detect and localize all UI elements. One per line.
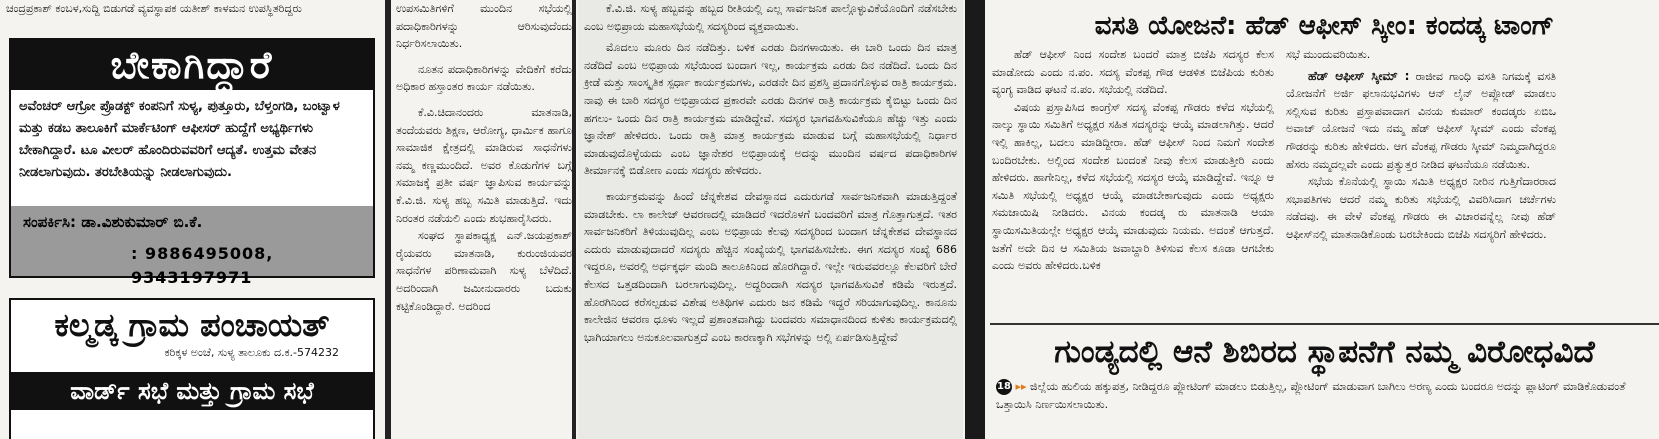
paragraph: ಕೆ.ವಿ.ಜಿ. ಸುಳ್ಯ ಹಬ್ಬವನ್ನು ಹಬ್ಬದ ರೀತಿಯಲ್ಲಿ ಎಲ್ಲ ಸಾರ್ವಜನಿಕ ಪಾಲ್ಗೊಳ್ಳುವಿಕೆಯೊಂದಿಗೆ ನಡೆಸಬೇಕು ಎಂಬ ಅಭಿಪ್ರಾಯ ಮಹಾಸಭೆಯಲ್ಲಿ ಸದಸ್ಯರಿಂದ ವ್ಯಕ್ತವಾಯಿತು. [584,2,957,33]
contact-phones: : 9886495008, 9343197971 [131,244,274,287]
paragraph: ಮೊದಲು ಮೂರು ದಿನ ನಡೆದಿತ್ತು. ಬಳಿಕ ಎರಡು ದಿನಗಳಾಯಿತು. ಈ ಬಾರಿ ಒಂದು ದಿನ ಮಾತ್ರ ನಡೆದಿದೆ ಎಂಬ ಅಭಿಪ್ರಾಯ ಸಭೆಯಿಂದ ಬಂದಾಗ ಇಲ್ಲ, ಕಾರ್ಯಕ್ರಮ ಎರಡು ದಿನ ನಡೆದಿದೆ. ಒಂದು ದಿನ ಕ್ರೀಡೆ ಮತ್ತು ಸಾಂಸ್ಕೃತಿಕ ಸ್ಪರ್ಧಾ ಕಾರ್ಯಕ್ರಮಗಳು, ಎರಡನೇ ದಿನ ಪ್ರಶಸ್ತಿ ಪ್ರದಾನಗೊಳ್ಳುವ ರಾತ್ರಿ ಕಾರ್ಯಕ್ರಮ. ನಾವು ಈ ಬಾರಿ ಸದಸ್ಯರ ಅಭಿಪ್ರಾಯದ ಪ್ರಕಾರವೇ ಎರಡು ದಿನಗಳ ರಾತ್ರಿ ಕಾರ್ಯಕ್ರಮ ಕೈಬಿಟ್ಟು ಒಂದು ದಿನ ಹಗಲು- ಒಂದು ದಿನ ರಾತ್ರಿ ಕಾರ್ಯಕ್ರಮ ಮಾಡಿದ್ದೇವೆ. ಸದಸ್ಯರ ಭಾಗವಹಿಸುವಿಕೆಯೂ ಹೆಚ್ಚು ಇತ್ತು ಎಂದು ಜ್ಞಾನೇಶ್ ಹೇಳಿದರು. ಒಂದು ರಾತ್ರಿ ಮಾತ್ರ ಕಾರ್ಯಕ್ರಮ ಮಾಡುವ ಬಗ್ಗೆ ಮಹಾಸಭೆಯಲ್ಲಿ ನಿರ್ಧಾರ ಮಾಡುವುದೊಳ್ಳೆಯದು ಎಂಬ ಜ್ಞಾನೇಶರ ಅಭಿಪ್ರಾಯಕ್ಕೆ ಅದನ್ನು ಮುಂದಿನ ವರ್ಷದ ಪದಾಧಿಕಾರಿಗಳ ತೀರ್ಮಾನಕ್ಕೆ ಬಿಡೋಣ ಎಂದು ಸದಸ್ಯರು ಹೇಳಿದರು. [584,41,957,178]
arrow-icon: ▸▸ [1015,380,1027,393]
intro-text: ಜಿಲ್ಲೆಯ ಹುಲಿಯ ಹಕ್ಕುಪತ್ರ, ನೀಡಿದ್ದರೂ ಪ್ಲೋಟಿಂಗ್ ಮಾಡಲು ಬಿಡುತ್ತಿಲ್ಲ, ಪ್ಲೋಟಿಂಗ್ ಮಾಡುವಾಗ ಬಾಗಿಲು ಅರಣ್ಯ ಎಂದು ಬಂದರೂ ಅದನ್ನು ಪ್ಲಾಟಿಂಗ್ ಮಾಡಿಕೊಡುವಂತೆ ಒತ್ತಾಯಿಸಿ ನಿರ್ಣಯಿಸಲಾಯಿತು. [996,380,1626,411]
panchayat-notice [9,298,375,439]
wanted-ad [9,38,375,287]
headline-elephant-camp: ಗುಂಡ್ಯದಲ್ಲಿ ಆನೆ ಶಿಬಿರದ ಸ್ಥಾಪನೆಗೆ ನಮ್ಮ ವಿರೋಧವಿದೆ [1054,334,1595,370]
paragraph-text: ರಾಜೀವ ಗಾಂಧಿ ವಸತಿ ನಿಗಮಕ್ಕೆ ವಸತಿ ಯೋಜನೆಗೆ ಅರ್ಜಿ ಫಲಾನುಭವಿಗಳು ಆನ್ ಲೈನ್ ಅಪ್ಲೋಡ್ ಮಾಡಲು ಸಲ್ಲಿಸುವ ಕುರಿತು ಪ್ರಸ್ತಾಪವಾದಾಗ ವಿನಯ ಕುಮಾರ್ ಕಂದಡ್ಕರು ಏಬಿಒ ಅವಾಜ್ ಯೋಜನೆ ಇದು ನಮ್ಮ ಹೆಡ್ ಆಫೀಸ್ ಸ್ಕೀಮ್ ಎಂದು ವೆಂಕಪ್ಪ ಗೌಡರನ್ನು ಕುರಿತು ಹೇಳಿದರು. ಆಗ ವೆಂಕಪ್ಪ ಗೌಡರು ಸ್ಕೀಮ್ ನಿಮ್ಮದಾಗಿದ್ದರೂ ಹೆಸರು ನಮ್ಮದಲ್ಲವೇ ಎಂದು ಪ್ರತ್ಯುತ್ತರ ನೀಡಿದ ಘಟನೆಯೂ ನಡೆಯಿತು. [1286,69,1556,171]
paragraph: ಸಂಘದ ಸ್ಥಾಪಕಾಧ್ಯಕ್ಷ ಎನ್.ಜಯಪ್ರಕಾಶ್ ರೈಯವರು ಮಾತನಾಡಿ, ಕುರುಂಜಿಯವರ ಸಾಧನೆಗಳ ಪರಿಣಾಮವಾಗಿ ಸುಳ್ಯ ಬೆಳೆದಿದೆ. ಅದರಿಂದಾಗಿ ಜಮೀನುದಾರರು ಬದುಕು ಕಟ್ಟಿಕೊಂಡಿದ್ದಾರೆ. ಅದರಿಂದ [396,229,572,313]
top-caption-line: ಚಂದ್ರಪ್ರಕಾಶ್ ಕಂಬಳ,ಸುದ್ದಿ ಬಿಡುಗಡೆ ವ್ಯವಸ್ಥಾಪಕ ಯತೀಶ್ ಕಾಳಮನ ಉಪಸ್ಥಿತರಿದ್ದರು [6,2,302,15]
wanted-ad-contact [11,206,373,287]
wanted-ad-body: ಅವೆಂಚರ್ ಆಗ್ರೋ ಪ್ರೊಡಕ್ಟ್ ಕಂಪನಿಗೆ ಸುಳ್ಯ, ಪುತ್ತೂರು, ಬೆಳ್ತಂಗಡಿ, ಬಂಟ್ವಾಳ ಮತ್ತು ಕಡಬ ತಾಲೂಕಿಗೆ ಮಾರ್ಕೆಟಿಂಗ್ ಆಫೀಸರ್ ಹುದ್ದೆಗೆ ಅಭ್ಯರ್ಥಿಗಳು ಬೇಕಾಗಿದ್ದಾರೆ. ಟೂ ವೀಲರ್ ಹೊಂದಿರುವವರಿಗೆ ಆದ್ಯತೆ. ಉತ್ತಮ ವೇತನ ನೀಡಲಾಗುವುದು. ತರಬೇತಿಯನ್ನು ನೀಡಲಾಗುವುದು. [19,99,340,180]
column-article-2 [396,0,572,439]
paragraph: ಕೆ.ವಿ.ಚಿದಾನಂದರು ಮಾತನಾಡಿ, ತಂದೆಯವರು ಶಿಕ್ಷಣ, ಆರೋಗ್ಯ, ಧಾರ್ಮಿಕ ಹಾಗೂ ಸಾಮಾಜಿಕ ಕ್ಷೇತ್ರದಲ್ಲಿ ಮಾಡಿರುವ ಸಾಧನೆಗಳು ನಮ್ಮ ಕಣ್ಣಮುಂದಿದೆ. ಅವರ ಕೊಡುಗೆಗಳ ಬಗ್ಗೆ ಸಮಾಜಕ್ಕೆ ಪ್ರತೀ ವರ್ಷ ಜ್ಞಾಪಿಸುವ ಕಾರ್ಯವನ್ನು ಕೆ.ವಿ.ಜಿ. ಸುಳ್ಯ ಹಬ್ಬ ಸಮಿತಿ ಮಾಡುತ್ತಿದೆ. ಇದು ನಿರಂತರ ನಡೆಯಲಿ ಎಂದು ಶುಭಹಾರೈಸಿದರು. [396,105,572,225]
paragraph: ಸಭೆಯ ಕೊನೆಯಲ್ಲಿ ಸ್ಥಾಯಿ ಸಮಿತಿ ಅಧ್ಯಕ್ಷರ ನೀರಿನ ಗುತ್ತಿಗೆದಾರರಾದ ಸಭಾಪತಿಗಳು ಆದರೆ ನಮ್ಮ ಕುರಿತು ಸಭೆಯಲ್ಲಿ ವಿವರಿಸಿದಾಗ ಚರ್ಚೆಗಳು ನಡೆದವು. ಈ ವೇಳೆ ವೆಂಕಪ್ಪ ಗೌಡರು ಈ ವಿಚಾರವನ್ನೆಲ್ಲ ನೀವು ಹೆಡ್ ಆಫೀಸ್‌ನಲ್ಲಿ ಮಾತನಾಡಿಕೊಂಡು ಬರಬೇಕಿಂದು ಬಿಜೆಪಿ ಸದಸ್ಯರಿಗೆ ಹೇಳಿದರು. [1286,175,1556,241]
contact-label: ಸಂಪರ್ಕಿಸಿ: ಡಾ.ವಿಶುಕುಮಾರ್ ಬಿ.ಕೆ. [23,213,203,231]
subhead-head-office-scheme: ಹೆಡ್ ಆಫೀಸ್ ಸ್ಕೀಮ್ : [1308,68,1410,83]
paragraph: ವಿಷಯ ಪ್ರಸ್ತಾಪಿಸಿದ ಕಾಂಗ್ರೆಸ್ ಸದಸ್ಯ ವೆಂಕಪ್ಪ ಗೌಡರು ಕಳೆದ ಸಭೆಯಲ್ಲಿ ನಾಲ್ಕು ಸ್ಥಾಯಿ ಸಮಿತಿಗೆ ಅಧ್ಯಕ್ಷರ ಸಹಿತ ಸದಸ್ಯರನ್ನು ಆಯ್ಕೆ ಮಾಡಲಾಗಿತ್ತು. ಆದರೆ ಇಲ್ಲಿ ಹಾಕಿಲ್ಲ, ಬದಲು ಮಾಡಿದ್ದೀರಾ. ಹೆಡ್ ಆಫೀಸ್ ನಿಂದ ನಿಮಗೆ ಸಂದೇಶ ಬಂದಿರಬೇಕು. ಅಲ್ಲಿಂದ ಸಂದೇಶ ಬಂದಂತೆ ನೀವು ಕೆಲಸ ಮಾಡುತ್ತೀರಿ ಎಂದು ಹೇಳಿದರು. ಹಾಗೇನಿಲ್ಲ, ಕಳೆದ ಸಭೆಯಲ್ಲಿ ಸದಸ್ಯರ ಆಯ್ಕೆ ಮಾಡಿದ್ದೇವೆ. ಇನ್ನೂ ಆ ಸಮಿತಿ ಸಭೆಯಲ್ಲಿ ಅಧ್ಯಕ್ಷರ ಆಯ್ಕೆ ಮಾಡಬೇಕಾಗುವುದು ಎಂದು ಅಧ್ಯಕ್ಷರು ಸಮಜಾಯಿಷಿ ನೀಡಿದರು. ವಿನಯ ಕಂದಡ್ಕ ರು ಮಾತನಾಡಿ ಆಯಾ ಸ್ಥಾಯಿಸಮಿತಿಯಲ್ಲೇ ಅಧ್ಯಕ್ಷರ ಆಯ್ಕೆ ಮಾಡುವುದು ನಿಯಮ. ಅದಂತೆ ಆಗುತ್ತದೆ. ಜತೆಗೆ ಅದೇ ದಿನ ಆ ಸಮಿತಿಯ ಜವಾಬ್ದಾರಿ ತಿಳಿಸುವ ಕೆಲಸ ಕೂಡಾ ಆಗಬೇಕು ಎಂದು ಅವರು ಹೇಳಿದರು.ಬಳಿಕ [992,100,1274,273]
paragraph: ನೂತನ ಪದಾಧಿಕಾರಿಗಳನ್ನು ವೇದಿಕೆಗೆ ಕರೆದು ಅಧಿಕಾರ ಹಸ್ತಾಂತರ ಕಾರ್ಯ ನಡೆಯಿತು. [396,62,572,94]
section-divider [990,323,1659,325]
column-rule-2 [572,0,576,439]
wanted-ad-heading: ಬೇಕಾಗಿದ್ದಾರೆ [11,40,373,90]
panchayat-address: ಕರಿಕ್ಕಳ ಅಂಚೆ, ಸುಳ್ಯ ತಾಲೂಕು ದ.ಕ.-574232 [164,346,339,359]
housing-article-right [1286,46,1556,244]
column-article-3 [578,0,963,439]
paragraph [1286,68,1556,174]
column-rule-1 [385,0,391,439]
paragraph: ಸಭೆ ಮುಂದುವರಿಯಿತು. [1286,48,1371,61]
item-number-badge: 18 [996,379,1012,395]
panchayat-title: ಕಲ್ಮಡ್ಕ ಗ್ರಾಮ ಪಂಚಾಯತ್ [54,306,330,344]
column-news-4 [990,0,1659,439]
column-ads [0,0,383,439]
panchayat-meeting-bar: ವಾರ್ಡ್ ಸಭೆ ಮತ್ತು ಗ್ರಾಮ ಸಭೆ [11,372,373,410]
housing-article-left [992,46,1274,275]
headline-housing-scheme: ವಸತಿ ಯೋಜನೆ: ಹೆಡ್ ಆಫೀಸ್ ಸ್ಕೀಂ: ಕಂದಡ್ಕ ಟಾಂಗ್ [1094,11,1555,41]
paragraph: ಉಪಸಮಿತಿಗಳಿಗೆ ಮುಂದಿನ ಸಭೆಯಲ್ಲಿ ಪದಾಧಿಕಾರಿಗಳನ್ನು ಆರಿಸುವುದೆಂದು ನಿರ್ಧರಿಸಲಾಯಿತು. [396,2,572,51]
paragraph: ಹೆಡ್ ಆಫೀಸ್ ನಿಂದ ಸಂದೇಶ ಬಂದರೆ ಮಾತ್ರ ಬಿಜೆಪಿ ಸದಸ್ಯರ ಕೆಲಸ ಮಾಡೋದು ಎಂದು ನ.ಪಂ. ಸದಸ್ಯ ವೆಂಕಪ್ಪ ಗೌಡ ಆಡಳಿತ ಬಿಜೆಪಿಯ ಕುರಿತು ವ್ಯಂಗ್ಯ ವಾಡಿದ ಘಟನೆ ನ.ಪಂ. ಸಭೆಯಲ್ಲಿ ನಡೆದಿದೆ. [992,48,1274,97]
elephant-article-intro [996,378,1656,414]
paragraph: ಕಾರ್ಯಕ್ರಮವನ್ನು ಹಿಂದೆ ಚೆನ್ನಕೇಶವ ದೇವಸ್ಥಾನದ ಎದುರುಗಡೆ ಸಾರ್ವಜನಿಕವಾಗಿ ಮಾಡುತ್ತಿದ್ದಂತೆ ಮಾಡಬೇಕು. ಲಾ ಕಾಲೇಜ್ ಆವರಣದಲ್ಲಿ ಮಾಡಿದರೆ ಇದರೊಳಗೆ ಬಂದವರಿಗೆ ಮಾತ್ರ ಗೊತ್ತಾಗುತ್ತದೆ. ಇತರ ಸಾರ್ವಜನಿಕರಿಗೆ ತಿಳಿಯುವುದಿಲ್ಲ ಎಂಬ ಅಭಿಪ್ರಾಯ ಕೆಲವು ಸದಸ್ಯರಿಂದ ಬಂದಾಗ ಚೆನ್ನಕೇಶವ ದೇವಸ್ಥಾನದ ಎದುರು ಮಾಡುವುದಾದರೆ ಸದಸ್ಯರು ಹೆಚ್ಚಿನ ಸಂಖ್ಯೆಯಲ್ಲಿ ಭಾಗವಹಿಸಬೇಕು. ಈಗ ಸದಸ್ಯರ ಸಂಖ್ಯೆ 686 ಇದ್ದರೂ, ಅವರಲ್ಲಿ ಅರ್ಧಕ್ಕರ್ಧ ಮಂದಿ ತಾಲೂಕಿನಿಂದ ಹೊರಗಿದ್ದಾರೆ. ಇಲ್ಲೇ ಇರುವವರಲ್ಲೂ ಕೆಲವರಿಗೆ ಬೇರೆ ಕೆಲಸದ ಒತ್ತಡದಿಂದಾಗಿ ಬರಲಾಗುವುದಿಲ್ಲ. ಅದ್ದರಿಂದಾಗಿ ಸದಸ್ಯರ ಭಾಗವಹಿಸುವಿಕೆ ಕಡಿಮೆ ಇರುತ್ತದೆ. ಹೊರಗಿನಿಂದ ಕರೆಸಲ್ಪಡುವ ವಿಶೇಷ ಅತಿಥಿಗಳ ಎದುರು ಜನ ಕಡಿಮೆ ಇದ್ದರೆ ಸರಿಯಾಗುವುದಿಲ್ಲ. ಕಾನೂನು ಕಾಲೇಜಿನ ಆವರಣ ಧೂಳು ಇಲ್ಲದೆ ಪ್ರಶಾಂತವಾಗಿದ್ದು ಬಂದವರು ಸಮಾಧಾನದಿಂದ ಕುಳಿತು ಕಾರ್ಯಕ್ರಮದಲ್ಲಿ ಭಾಗಿಯಾಗಲು ಅನುಕೂಲವಾಗುತ್ತದೆ ಎಂಬ ಕಾರಣಕ್ಕಾಗಿ ಸಭೆಗಳನ್ನು ಅಲ್ಲಿ ಏರ್ಪಡಿಸುತ್ತಿದ್ದೇವೆ [584,189,957,344]
column-rule-3 [965,0,985,439]
